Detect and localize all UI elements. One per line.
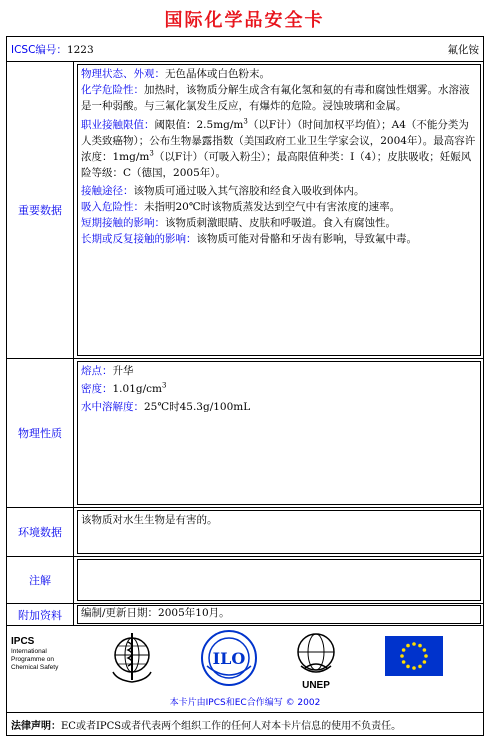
short-term-effects-key: 短期接触的影响： [81,217,165,229]
exposure-route-value: 该物质可通过吸入其气溶胶和经食入吸收到体内。 [133,185,365,197]
inhalation-hazard-value: 未指明20℃时该物质蒸发达到空气中有害浓度的速率。 [144,201,401,213]
environment-row [7,507,483,556]
ipcs-line-1: International [11,648,47,655]
solubility-value: 25℃时45.3g/100mL [144,401,251,413]
exposure-limits-value-1: 阈限值：2.5mg/m [154,119,244,131]
important-data-label: 重要数据 [7,62,74,358]
eu-flag-icon [385,636,443,676]
physical-state-key: 物理状态、外观： [81,68,165,80]
ipcs-line-3: Chemical Safety [11,664,59,671]
notes-label: 注解 [7,557,74,603]
icsc-number-group [11,42,94,57]
chemical-hazard-item [81,82,477,114]
notes-row [7,556,483,603]
long-term-effects-value: 该物质可能对骨骼和牙齿有影响，导致氟中毒。 [196,233,417,245]
unep-text: UNEP [302,680,330,691]
density-sup: 3 [161,381,167,390]
ipcs-logo-text [11,636,58,672]
important-data-row [7,61,483,358]
eu-flag-field [385,636,443,676]
exposure-limits-item [81,117,477,181]
melting-point-value: 升华 [112,365,134,377]
melting-point-key: 熔点： [81,365,113,377]
ilo-emblem-icon [199,628,259,688]
ipcs-line-2: Programme on [11,656,54,663]
environment-content: 该物质对水生生物是有害的。 [77,510,481,554]
exposure-limits-key: 职业接触限值： [81,119,155,131]
additional-info-label: 附加资料 [7,604,74,625]
physical-state-item [81,66,477,82]
additional-info-row [7,603,483,625]
unep-emblem-icon [291,630,341,692]
logos-row [7,625,483,712]
exposure-limits-sup-1: 3 [243,117,248,126]
eu-star-icon [406,644,410,648]
chemical-hazard-key: 化学危险性： [81,84,144,96]
exposure-limits-value-3: （以F计）（可吸入粉尘）；最高限值种类：I（4）；皮肤吸收；妊娠风险等级：C（德国，2005年）。 [81,151,472,179]
eu-star-icon [406,665,410,669]
additional-info-content: 编制/更新日期：2005年10月。 [77,605,481,624]
card-title: 国际化学品安全卡 [164,10,325,31]
important-data-content [77,64,481,356]
solubility-item [81,399,477,415]
density-item [81,381,477,397]
inhalation-hazard-item [81,199,477,215]
exposure-route-key: 接触途径： [81,185,134,197]
chemical-hazard-value: 加热时，该物质分解生成含有氟化氢和氨的有毒和腐蚀性烟雾。水溶液是一种弱酸。与三氟化氯发生反应，有爆炸的危险。浸蚀玻璃和金属。 [81,84,470,112]
ipcs-title: IPCS [11,636,35,647]
exposure-route-item [81,183,477,199]
physical-properties-row [7,358,483,507]
eu-star-icon [418,665,422,669]
who-emblem-icon [107,630,157,686]
legal-text: EC或者IPCS或者代表两个组织工作的任何人对本卡片信息的使用不负责任。 [61,720,402,732]
eu-star-icon [423,648,427,652]
eu-star-icon [418,644,422,648]
density-value: 1.01g/cm [112,383,162,395]
eu-star-icon [423,660,427,664]
icsc-header-row [7,37,483,61]
inhalation-hazard-key: 吸入危险性： [81,201,144,213]
eu-star-icon [412,666,416,670]
eu-star-icon [412,642,416,646]
chemical-name: 氟化铵 [447,43,479,56]
density-key: 密度： [81,383,113,395]
physical-properties-content [77,361,481,505]
eu-star-icon [424,654,428,658]
eu-star-icon [400,654,404,658]
long-term-effects-item [81,231,477,247]
card-frame [6,36,484,736]
exposure-limits-value-2: （以F计）（时间加权平均值）；A4（不能分类为人类致癌物）；公布生物暴露指数（美国政府工业卫生学家会议，2004年）。最高容许浓度：1mg/m [81,119,476,163]
solubility-key: 水中溶解度： [81,401,144,413]
icsc-number: 1223 [66,43,94,56]
melting-point-item [81,363,477,379]
notes-content [77,559,481,601]
physical-state-value: 无色晶体或白色粉末。 [165,68,270,80]
exposure-limits-sup-2: 3 [149,149,154,158]
eu-star-icon [402,660,406,664]
icsc-label: ICSC编号： [11,43,67,56]
physical-properties-label: 物理性质 [7,359,74,507]
eu-star-icon [402,648,406,652]
environment-label: 环境数据 [7,508,74,556]
short-term-effects-value: 该物质刺激眼睛、皮肤和呼吸道。食入有腐蚀性。 [165,217,396,229]
legal-label: 法律声明： [11,720,61,732]
long-term-effects-key: 长期或反复接触的影响： [81,233,197,245]
short-term-effects-item [81,215,477,231]
ilo-text: ILO [212,649,246,668]
legal-row [7,712,483,735]
credit-line: 本卡片由IPCS和EC合作编写 © 2002 [169,698,321,708]
